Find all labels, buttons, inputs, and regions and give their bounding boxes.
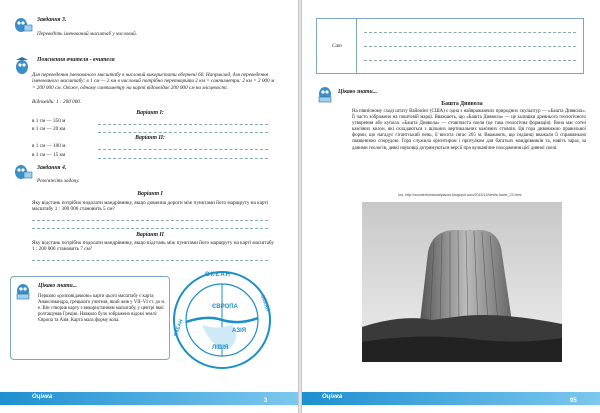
variant2-row2: в 1 см — 15 км [32, 152, 66, 158]
variant1-row1: в 1 см — 350 м [32, 118, 66, 124]
map-ocean-top: ОКЕАН [205, 272, 231, 278]
page-number: 95 [570, 398, 577, 404]
left-page [0, 0, 298, 413]
right-page [302, 0, 600, 413]
owl-book-icon [316, 85, 336, 103]
answer-line [364, 60, 576, 61]
footer-label: Оцінка [322, 394, 343, 400]
answer-line [364, 32, 576, 33]
task3-title: Завдання 3. [37, 17, 67, 23]
know-title: Цікаво знати... [38, 283, 78, 289]
problem1-text: Яку відстань потрібно подолати мандрівнику, якщо довжина дороги між пунктами його маршруту на карті масштабу 1 : 300 000 становить 5 см? [32, 200, 269, 213]
variant2-title: Варіант II: [135, 135, 165, 141]
image-source: Ілл. http://wonderfulnaturalplaces.blogspot.com/2015/12/devils-tower_23.html [398, 193, 522, 197]
variant2-row1: в 1 см — 100 м [32, 143, 66, 149]
teacher-answer: Відповідь: 1 : 200 000. [32, 99, 82, 105]
task3-instruction: Переведіть іменований масштаб у числовий. [37, 31, 137, 37]
page-number: 3 [264, 398, 268, 404]
map-europe: ЄВРОПА [212, 304, 238, 310]
know-text: Першою «розповідачкою» карти цього масштабу є карта Анаксимандра, грецького учителя, який жив у VII–VI ст. до н. е. Він створив карту з використанням масштабу, у центрі якої розташував Грецію. Навколо було зображено відомі землі: Європа та Азія. Карта мала форму кола. [38, 294, 166, 323]
variant1-row2: в 1 см — 20 км [32, 126, 66, 132]
footer-label: Оцінка [32, 394, 53, 400]
problem1-title: Варіант I [137, 191, 163, 197]
answer-line [98, 124, 268, 125]
answer-line [364, 46, 576, 47]
article-text: На північному сході штату Вайомінг (США) є одна з найвражаючих природних скульптур — «Башта Диявола». Її часто зображено на поштовій марці. Вважають, що «Башта Диявола» — це залишки древнього геологічного утворення або купола. «Башта Диявола» — стовпчаста скеля (це така геологічна формація). Вона має сотні кам'яних колон, які складаються з щільних вертикальних кам'яних стовпів. Ця гора дивовижно правильної форми, що нагадує гігантський пень, її висота сягає 265 м. Вважають, що індіанці вважали її справжньою священною спорудою. Гора служила орієнтиром і притулком для багатьох мандрівників та, навіть зараз, за даними геологів, деякі науковці дотримуються версії про вулканічне походження цієї дивної скелі. [352, 109, 586, 151]
problem2-text: Яку відстань потрібно подолати мандрівнику, якщо відстань між пунктами його маршруту на карті масштабу 1 : 200 000 становить 7 см? [32, 240, 274, 253]
anaximander-map [172, 270, 272, 370]
answer-line [32, 260, 268, 261]
table-divider [356, 18, 357, 74]
answer-line [32, 228, 268, 229]
owl-teacher-icon [13, 57, 33, 75]
page-footer [0, 392, 298, 405]
owl-reading-icon [13, 163, 33, 181]
map-libya: ЛІВІЯ [212, 345, 229, 351]
answer-line [98, 158, 268, 159]
owl-book-icon [14, 282, 34, 300]
know-title: Цікаво знати... [338, 89, 378, 95]
table-label: Cam [332, 43, 342, 49]
owl-reading-icon [13, 16, 33, 34]
teacher-title: Пояснення вчителя - вчителя [37, 57, 115, 63]
page-footer [302, 392, 600, 405]
task4-instruction: Розв'яжіть задачу. [37, 178, 80, 184]
map-asia: АЗІЯ [232, 328, 247, 334]
devils-tower-photo [362, 202, 562, 362]
task4-title: Завдання 4. [37, 165, 67, 171]
answer-line [98, 149, 268, 150]
answer-line [32, 220, 268, 221]
problem2-title: Варіант II [136, 232, 164, 238]
map-ocean-left: ОКЕАН [172, 318, 185, 338]
article-title: Башта Диявола [441, 101, 483, 107]
teacher-text: Для переведення іменованого масштабу в числовий використати обернені 60. Наприклад, для переведення іменованого масштабу: в 1 см — 2 км в числовий потрібно перетворити 2 км = сантиметри: 2 км = 2 000 м = 200 000 см. Отже, одному сантиметру на карті відповідає 200 000 см на місцевості. [32, 72, 275, 91]
variant1-title: Варіант I: [136, 110, 164, 116]
map-ocean-right: ОКЕАН [258, 293, 271, 313]
answer-line [98, 132, 268, 133]
